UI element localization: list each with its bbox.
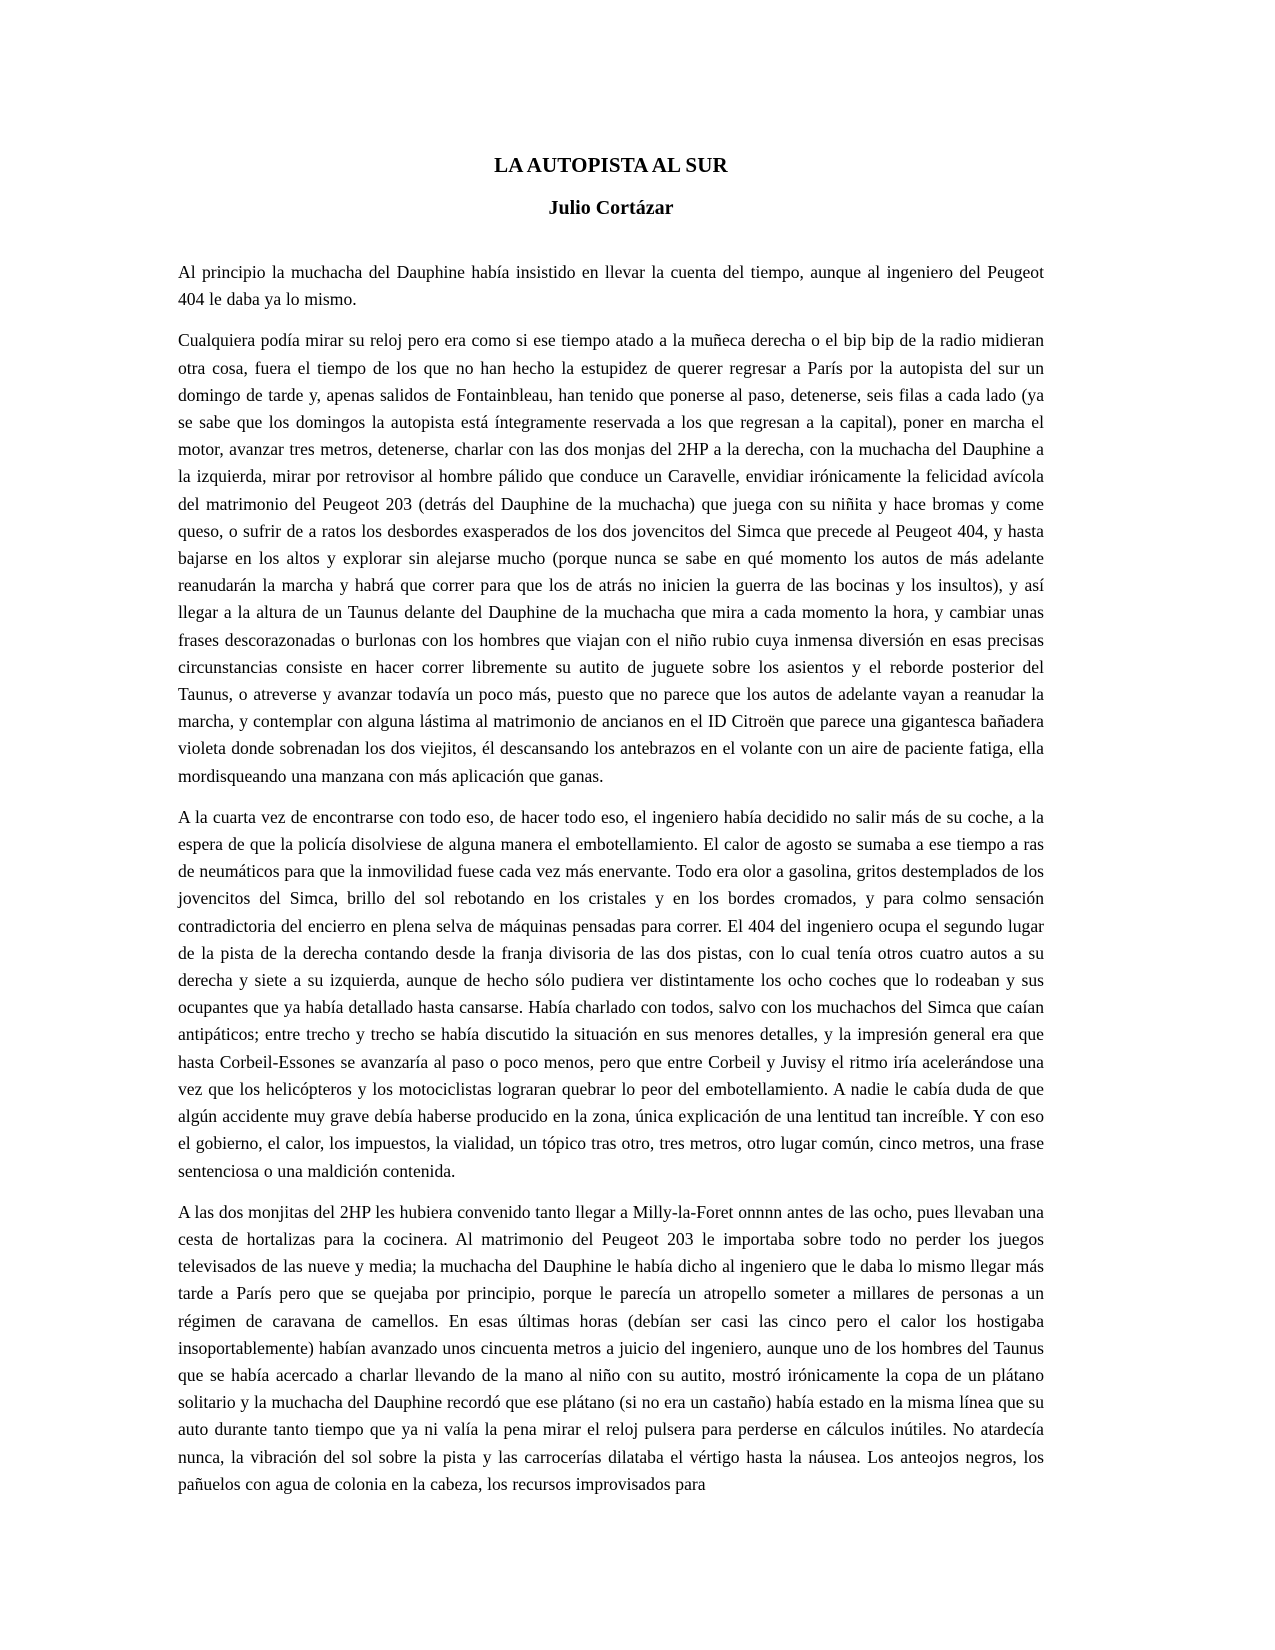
- paragraph: A la cuarta vez de encontrarse con todo eso, de hacer todo eso, el ingeniero había decidido no salir más de su coche, a la espera de que la policía disolviese de alguna manera el embotellamiento. El calor de agosto se sumaba a ese tiempo a ras de neumáticos para que la inmovilidad fuese cada vez más enervante. Todo era olor a gasolina, gritos destemplados de los jovencitos del Simca, brillo del sol rebotando en los cristales y en los bordes cromados, y para colmo sensación contradictoria del encierro en plena selva de máquinas pensadas para correr. El 404 del ingeniero ocupa el segundo lugar de la pista de la derecha contando desde la franja divisoria de las dos pistas, con lo cual tenía otros cuatro autos a su derecha y siete a su izquierda, aunque de hecho sólo pudiera ver distintamente los ocho coches que lo rodeaban y sus ocupantes que ya había detallado hasta cansarse. Había charlado con todos, salvo con los muchachos del Simca que caían antipáticos; entre trecho y trecho se había discutido la situación en sus menores detalles, y la impresión general era que hasta Corbeil-Essones se avanzaría al paso o poco menos, pero que entre Corbeil y Juvisy el ritmo iría acelerándose una vez que los helicópteros y los motociclistas lograran quebrar lo peor del embotellamiento. A nadie le cabía duda de que algún accidente muy grave debía haberse producido en la zona, única explicación de una lentitud tan increíble. Y con eso el gobierno, el calor, los impuestos, la vialidad, un tópico tras otro, tres metros, otro lugar común, cinco metros, una frase sentenciosa o una maldición contenida.: [178, 806, 1044, 1181]
- paragraph: A las dos monjitas del 2HP les hubiera convenido tanto llegar a Milly-la-Foret onnnn antes de las ocho, pues llevaban una cesta de hortalizas para la cocinera. Al matrimonio del Peugeot 203 le importaba sobre todo no perder los juegos televisados de las nueve y media; la muchacha del Dauphine le había dicho al ingeniero que le daba lo mismo llegar más tarde a París pero que se quejaba por principio, porque le parecía un atropello someter a millares de personas a un régimen de caravana de camellos. En esas últimas horas (debían ser casi las cinco pero el calor los hostigaba insoportablemente) habían avanzado unos cincuenta metros a juicio del ingeniero, aunque uno de los hombres del Taunus que se había acercado a charlar llevando de la mano al niño con su autito, mostró irónicamente la copa de un plátano solitario y la muchacha del Dauphine recordó que ese plátano (si no era un castaño) había estado en la misma línea que su auto durante tanto tiempo que ya ni valía la pena mirar el reloj pulsera para perderse en cálculos inútiles. No atardecía nunca, la vibración del sol sobre la pista y las carrocerías dilataba el vértigo hasta la náusea. Los anteojos negros, los pañuelos con agua de colonia en la cabeza, los recursos improvisados para: [178, 1201, 1044, 1494]
- document-body: [178, 221, 1044, 1498]
- paragraph: Cualquiera podía mirar su reloj pero era como si ese tiempo atado a la muñeca derecha o el bip bip de la radio midieran otra cosa, fuera el tiempo de los que no han hecho la estupidez de querer regresar a París por la autopista del sur un domingo de tarde y, apenas salidos de Fontainbleau, han tenido que ponerse al paso, detenerse, seis filas a cada lado (ya se sabe que los domingos la autopista está íntegramente reservada a los que regresan a la capital), poner en marcha el motor, avanzar tres metros, detenerse, charlar con las dos monjas del 2HP a la derecha, con la muchacha del Dauphine a la izquierda, mirar por retrovisor al hombre pálido que conduce un Caravelle, envidiar irónicamente la felicidad avícola del matrimonio del Peugeot 203 (detrás del Dauphine de la muchacha) que juega con su niñita y hace bromas y come queso, o sufrir de a ratos los desbordes exasperados de los dos jovencitos del Simca que precede al Peugeot 404, y hasta bajarse en los altos y explorar sin alejarse mucho (porque nunca se sabe en qué momento los autos de más adelante reanudarán la marcha y habrá que correr para que los de atrás no inicien la guerra de las bocinas y los insultos), y así llegar a la altura de un Taunus delante del Dauphine de la muchacha que mira a cada momento la hora, y cambiar unas frases descorazonadas o burlonas con los hombres que viajan con el niño rubio cuya inmensa diversión en esas precisas circunstancias consiste en hacer correr libremente su autito de juguete sobre los asientos y el reborde posterior del Taunus, o atreverse y avanzar todavía un poco más, puesto que no parece que los autos de adelante vayan a reanudar la marcha, y contemplar con alguna lástima al matrimonio de ancianos en el ID Citroën que parece una gigantesca bañadera violeta donde sobrenadan los dos viejitos, él descansando los antebrazos en el volante con un aire de paciente fatiga, ella mordisqueando una manzana con más aplicación que ganas.: [178, 330, 1044, 786]
- paragraph: Al principio la muchacha del Dauphine había insistido en llevar la cuenta del tiempo, aunque al ingeniero del Peugeot 404 le daba ya lo mismo.: [178, 262, 1044, 310]
- document-author: Julio Cortázar: [548, 197, 674, 219]
- document-content: [178, 0, 1044, 1498]
- page-title: LA AUTOPISTA AL SUR: [494, 153, 728, 177]
